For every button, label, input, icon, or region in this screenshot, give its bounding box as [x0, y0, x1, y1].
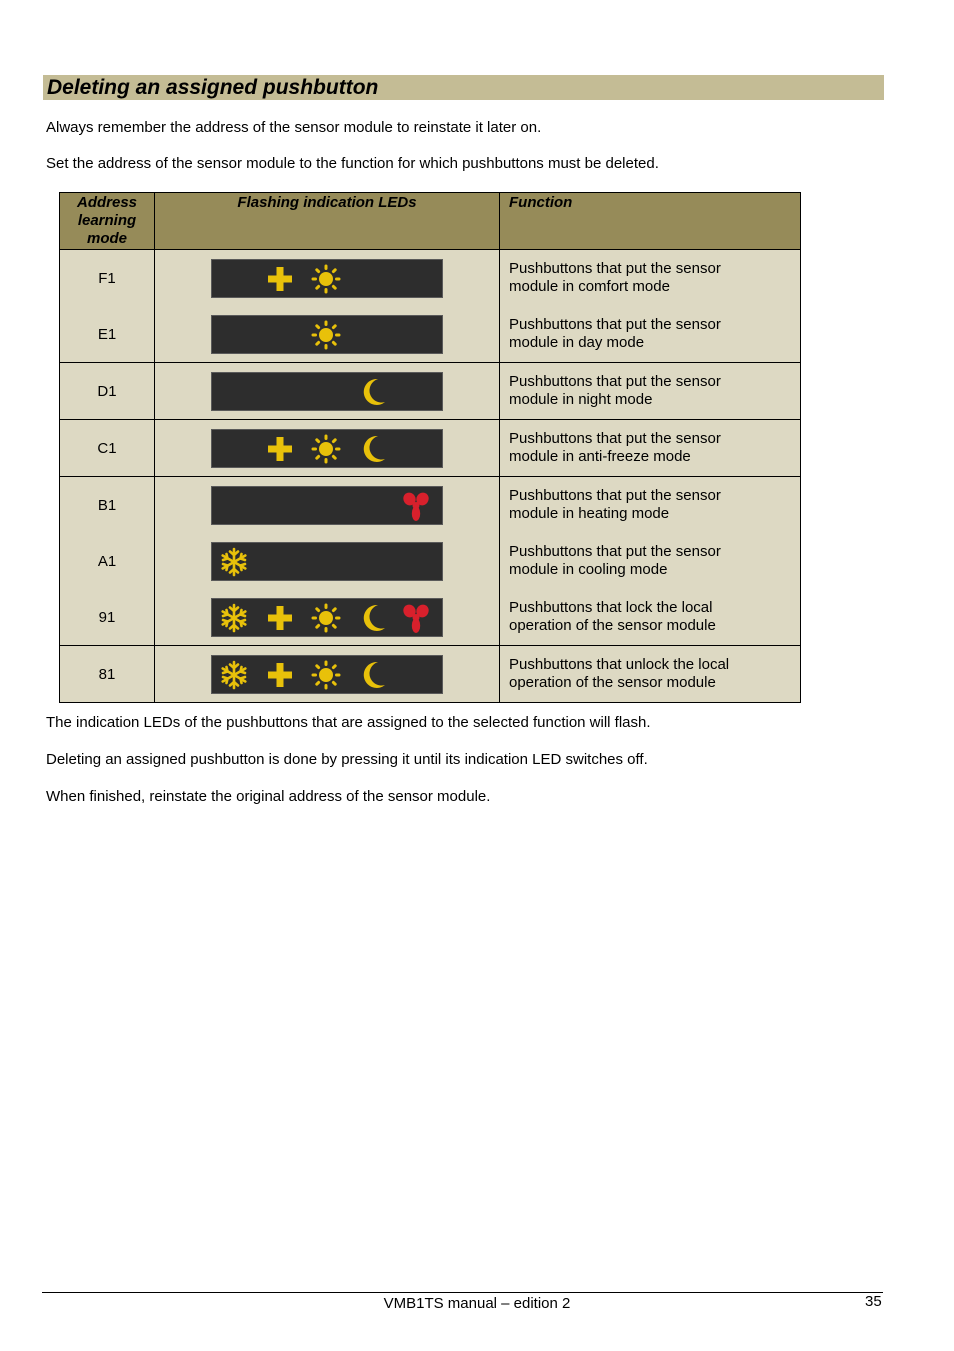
section-heading: Deleting an assigned pushbutton — [43, 75, 884, 100]
led-indicator-row — [155, 250, 499, 306]
led-indicator-row — [155, 533, 499, 589]
function-description — [500, 646, 800, 702]
address-cell — [60, 250, 155, 363]
led-indicator-row — [155, 306, 499, 362]
address-cell — [60, 477, 155, 646]
function-text: Pushbuttons that put the sensor module in day mode — [509, 316, 721, 351]
table-row — [60, 646, 801, 703]
led-panel — [211, 655, 443, 694]
outro-paragraph-2: Deleting an assigned pushbutton is done by pressing it until its indication LED switches off. — [46, 751, 648, 768]
table-row — [60, 477, 801, 646]
function-cell — [500, 646, 801, 703]
table-row — [60, 250, 801, 363]
table-row — [60, 420, 801, 477]
led-panel — [211, 486, 443, 525]
table-header-row — [60, 193, 801, 250]
leds-cell — [155, 646, 500, 703]
led-panel — [211, 542, 443, 581]
led-panel — [211, 372, 443, 411]
led-panel — [211, 429, 443, 468]
address-code: E1 — [97, 325, 117, 343]
function-cell — [500, 250, 801, 363]
sun-icon — [311, 660, 341, 690]
function-text: Pushbuttons that put the sensor module in comfort mode — [509, 260, 721, 295]
address-cell — [60, 420, 155, 477]
led-indicator-row — [155, 589, 499, 645]
footer-divider — [42, 1292, 883, 1293]
sun-icon — [311, 434, 341, 464]
snowflake-icon — [219, 603, 249, 633]
led-indicator-row — [155, 420, 499, 476]
leds-cell — [155, 477, 500, 646]
address-code: F1 — [98, 269, 116, 287]
address-cell — [60, 646, 155, 703]
sun-icon — [311, 264, 341, 294]
function-description — [500, 306, 800, 362]
leds-cell — [155, 363, 500, 420]
header-address: Address learning mode — [60, 193, 155, 250]
function-description — [500, 533, 800, 589]
plus-icon — [265, 434, 295, 464]
function-description — [500, 477, 800, 533]
outro-paragraph-1: The indication LEDs of the pushbuttons that are assigned to the selected function will flash. — [46, 714, 651, 731]
page-number: 35 — [865, 1293, 882, 1310]
led-indicator-row — [155, 646, 499, 702]
moon-icon — [358, 434, 388, 464]
moon-icon — [358, 377, 388, 407]
plus-icon — [265, 660, 295, 690]
address-code: 81 — [98, 665, 116, 683]
address-cell — [60, 363, 155, 420]
table-row — [60, 363, 801, 420]
function-description — [500, 589, 800, 645]
address-code: D1 — [97, 382, 117, 400]
address-code: 91 — [98, 608, 116, 626]
address-code: A1 — [97, 552, 117, 570]
function-text: Pushbuttons that put the sensor module in anti-freeze mode — [509, 430, 721, 465]
fan-icon — [401, 491, 431, 521]
function-text: Pushbuttons that put the sensor module in cooling mode — [509, 543, 721, 578]
function-cell — [500, 420, 801, 477]
sun-icon — [311, 320, 341, 350]
sun-icon — [311, 603, 341, 633]
header-leds: Flashing indication LEDs — [155, 193, 500, 250]
led-panel — [211, 259, 443, 298]
led-panel — [211, 598, 443, 637]
address-code: B1 — [97, 496, 117, 514]
function-cell — [500, 477, 801, 646]
intro-paragraph-1: Always remember the address of the sensor module to reinstate it later on. — [46, 119, 542, 136]
led-indicator-row — [155, 363, 499, 419]
function-text: Pushbuttons that lock the local operation of the sensor module — [509, 599, 716, 634]
function-description — [500, 363, 800, 419]
intro-paragraph-2: Set the address of the sensor module to the function for which pushbuttons must be deleted. — [46, 155, 659, 172]
moon-icon — [358, 660, 388, 690]
function-cell — [500, 363, 801, 420]
snowflake-icon — [219, 547, 249, 577]
function-text: Pushbuttons that put the sensor module in night mode — [509, 373, 721, 408]
led-table — [59, 192, 801, 703]
function-description — [500, 420, 800, 476]
header-function: Function — [500, 193, 801, 250]
led-indicator-row — [155, 477, 499, 533]
fan-icon — [401, 603, 431, 633]
address-code: C1 — [97, 439, 117, 457]
leds-cell — [155, 250, 500, 363]
function-description — [500, 250, 800, 306]
leds-cell — [155, 420, 500, 477]
moon-icon — [358, 603, 388, 633]
snowflake-icon — [219, 660, 249, 690]
outro-paragraph-3: When finished, reinstate the original address of the sensor module. — [46, 788, 491, 805]
plus-icon — [265, 264, 295, 294]
led-panel — [211, 315, 443, 354]
footer-text: VMB1TS manual – edition 2 — [383, 1295, 571, 1312]
plus-icon — [265, 603, 295, 633]
function-text: Pushbuttons that unlock the local operation of the sensor module — [509, 656, 730, 691]
function-text: Pushbuttons that put the sensor module in heating mode — [509, 487, 721, 522]
